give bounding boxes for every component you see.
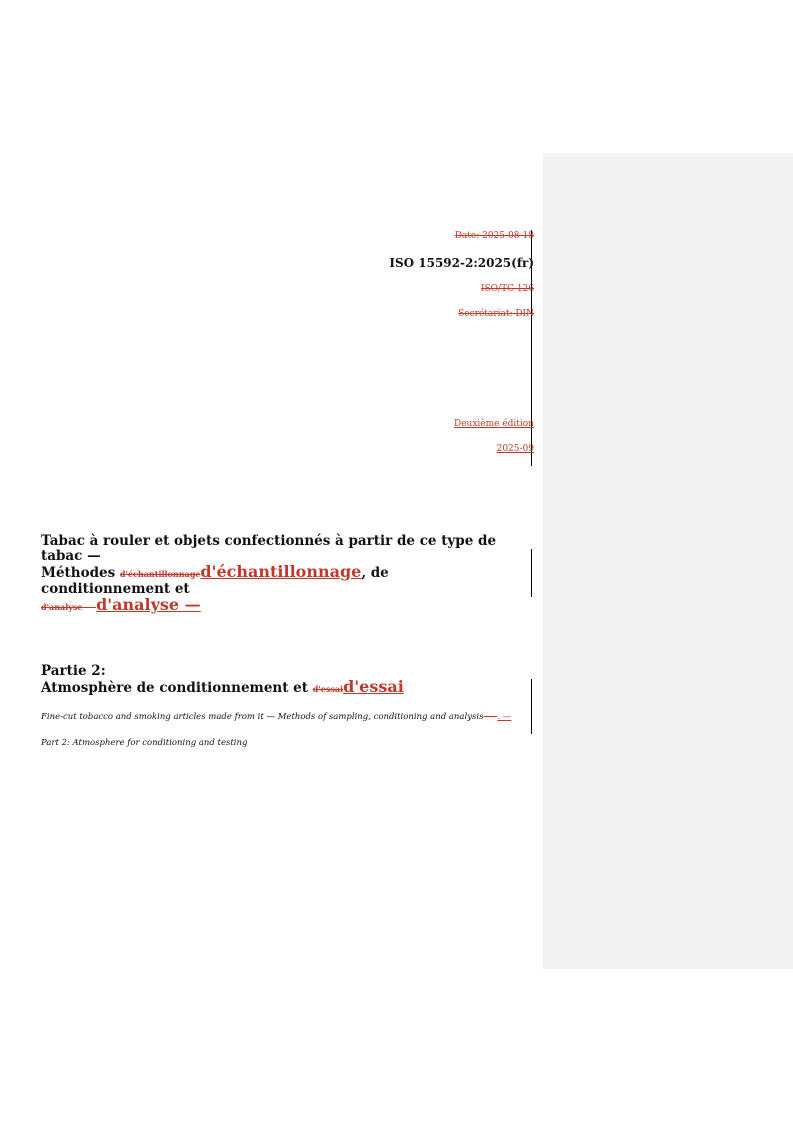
part-title-line [41, 679, 511, 697]
year-inserted: 2025-09 [496, 444, 534, 454]
edition-inserted: Deuxième édition [453, 419, 534, 429]
committee-deleted: ISO/TC 126 [480, 284, 534, 294]
change-bar-part [531, 679, 532, 734]
part-title-prefix: Atmosphère de conditionnement et [41, 680, 313, 696]
part-deleted-essai: d'essai [312, 684, 344, 694]
part-title [41, 664, 511, 697]
french-title-line2 [41, 564, 511, 597]
english-title-deleted: — [483, 712, 498, 722]
french-title-line3 [41, 597, 511, 615]
title-deleted-analyse: d'analyse — [41, 602, 97, 612]
document-id: ISO 15592-2:2025(fr) [389, 256, 534, 270]
english-title-text: Fine-cut tobacco and smoking articles made from it — Methods of sampling, conditioning and analysis [41, 712, 484, 722]
secretariat-deleted: Secrétariat: DIN [458, 309, 534, 319]
french-title-line1: Tabac à rouler et objets confectionnés à partir de ce type de tabac — [41, 533, 497, 564]
english-part-title: Part 2: Atmosphere for conditioning and testing [41, 738, 248, 748]
date-deleted: Date: 2025-08-18 [454, 231, 534, 241]
title-deleted-echantillonnage: d'échantillonnage [119, 569, 201, 579]
title-conditionnement: , de conditionnement et [41, 565, 389, 597]
title-inserted-echantillonnage: d'échantillonnage [200, 562, 362, 581]
comment-pane [543, 153, 793, 969]
part-label: Partie 2: [41, 663, 106, 679]
english-title-inserted: . — [497, 712, 512, 722]
part-inserted-essai: d'essai [343, 677, 404, 696]
title-methodes: Méthodes [41, 565, 120, 581]
title-inserted-analyse: d'analyse — [96, 595, 201, 614]
english-title [41, 712, 511, 722]
french-title [41, 534, 511, 615]
change-bar-title [531, 549, 532, 597]
